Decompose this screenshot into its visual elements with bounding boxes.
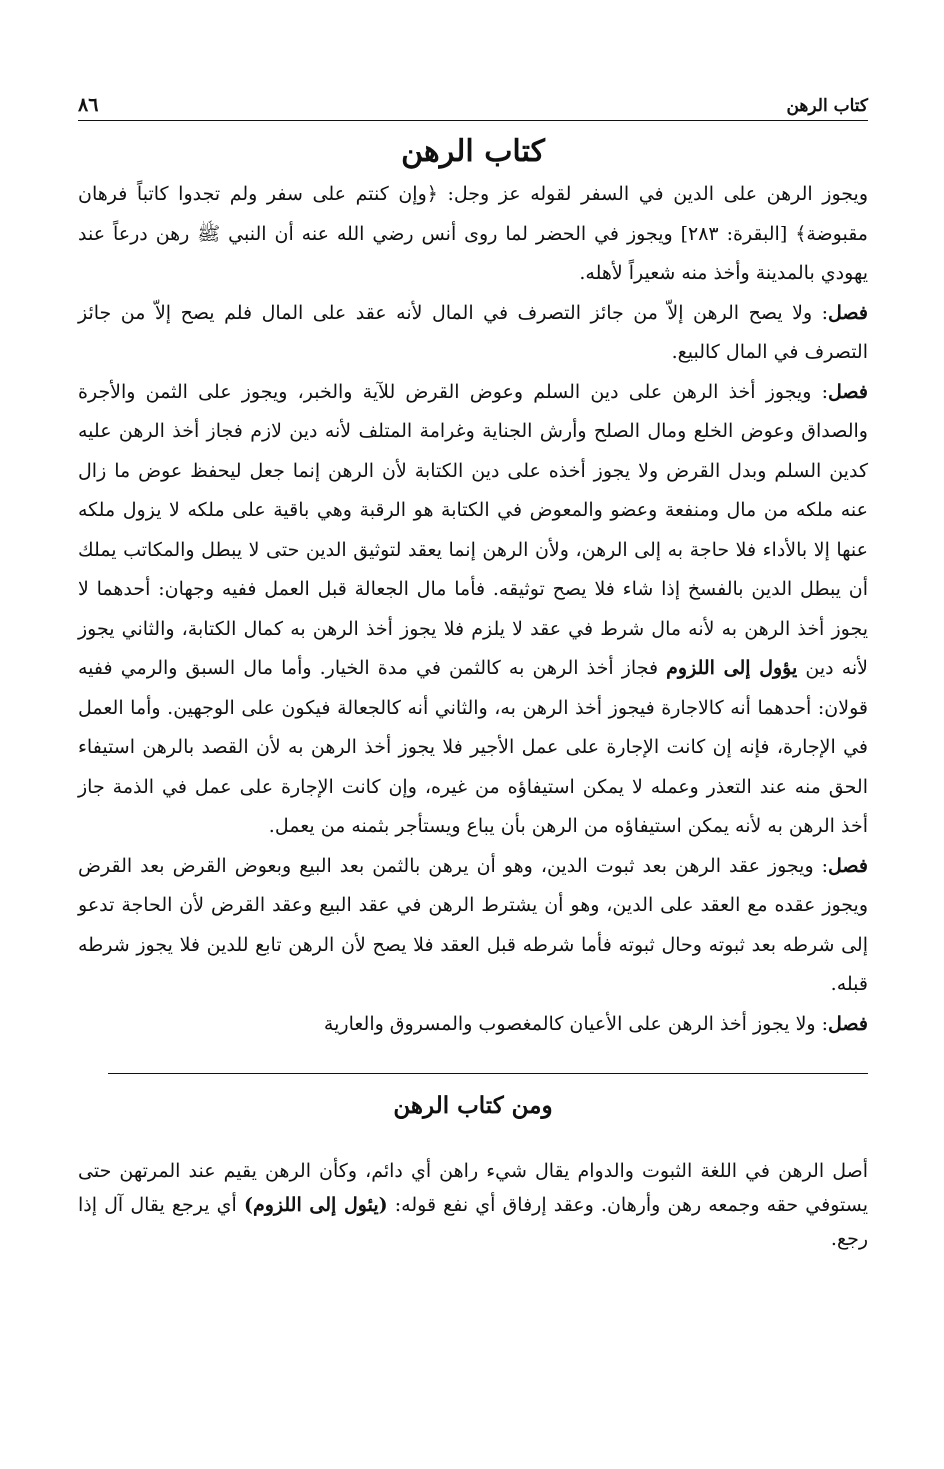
paragraph-2: فصل: ولا يصح الرهن إلاّ من جائز التصرف في المال لأنه عقد على المال فلم يصح إلاّ من جائز التصرف في المال كالبيع.: [78, 301, 868, 363]
book-page: [78, 82, 868, 1256]
section-label: فصل: [828, 380, 868, 403]
emphasized-phrase: (يئول إلى اللزوم): [243, 1194, 388, 1216]
header-rule: [78, 120, 868, 121]
running-title: كتاب الرهن: [786, 96, 868, 116]
commentary-paragraph: أصل الرهن في اللغة الثبوت والدوام يقال شيء راهن أي دائم، وكأن الرهن يقيم عند المرتهن حتى يستوفي حقه وجمعه رهن وأرهان. وعقد إرفاق أي نفع قوله: (يئول إلى اللزوم) أي يرجع يقال آل إذا رجع.: [78, 1160, 868, 1250]
paragraph-5: فصل: ولا يجوز أخذ الرهن على الأعيان كالمغصوب والمسروق والعارية: [323, 1012, 868, 1035]
paragraph-3: فصل: ويجوز أخذ الرهن على دين السلم وعوض القرض للآية والخبر، ويجوز على الثمن والأجرة والصداق وعوض الخلع ومال الصلح وأرش الجناية وغرامة المتلف لأنه دين لازم فجاز أخذ الرهن عليه كدين السلم وبدل القرض ولا يجوز أخذه على دين الكتابة لأن الرهن إنما جعل ليحفظ عوض ما زال عنه ملكه من مال ومنفعة وعضو والمعوض في الكتابة هو الرقبة وهي باقية على ملكه لا يزول ملكه عنها إلا بالأداء فلا حاجة به إلى الرهن، ولأن الرهن إنما يعقد لتوثيق الدين حتى لا يبطل والمكاتب يملك أن يبطل الدين بالفسخ إذا شاء فلا يصح توثيقه. فأما مال الجعالة قبل العمل ففيه وجهان: أحدهما لا يجوز أخذ الرهن به لأنه مال شرط في عقد لا يلزم فلا يجوز أخذ الرهن به كمال الكتابة، والثاني يجوز لأنه دين يؤول إلى اللزوم فجاز أخذ الرهن به كالثمن في مدة الخيار. وأما مال السبق والرمي ففيه قولان: أحدهما أنه كالاجارة فيجوز أخذ الرهن به، والثاني أنه كالجعالة فيكون على الوجهين. وأما العمل في الإجارة، فإنه إن كانت الإجارة على عمل الأجير فلا يجوز أخذ الرهن به لأن القصد بالرهن استيفاء الحق منه عند التعذر وعمله لا يمكن استيفاؤه من غيره، وإن كانت الإجارة على عمل في الذمة جاز أخذ الرهن به لأنه يمكن استيفاؤه من الرهن بأن يباع ويستأجر بثمنه من يعمل.: [78, 380, 869, 837]
section-label: فصل: [828, 854, 868, 877]
emphasized-phrase: يؤول إلى اللزوم: [666, 657, 798, 679]
page-number: ٨٦: [78, 94, 99, 116]
main-text: [78, 175, 868, 1044]
paragraph-1: ويجوز الرهن على الدين في السفر لقوله عز وجل: ﴿وإن كنتم على سفر ولم تجدوا كاتباً فرهان مقبوضة﴾ [البقرة: ٢٨٣] ويجوز في الحضر لما روى أنس رضي الله عنه أن النبي ﷺ رهن درعاً عند يهودي بالمدينة وأخذ منه شعيراً لأهله.: [78, 183, 868, 284]
commentary-title: ومن كتاب الرهن: [393, 1092, 553, 1119]
commentary-text: [78, 1154, 868, 1256]
paragraph-4: فصل: ويجوز عقد الرهن بعد ثبوت الدين، وهو أن يرهن بالثمن بعد البيع وبعوض القرض بعد القرض ويجوز عقده مع العقد على الدين، وهو أن يشترط الرهن في عقد البيع وعقد القرض لأن الحاجة تدعو إلى شرطه بعد ثبوته وحال ثبوته فأما شرطه قبل العقد فلا يصح لأن الرهن تابع للدين فلا يجوز شرطه قبله.: [78, 854, 868, 995]
page-header: [78, 82, 868, 116]
section-label: فصل: [828, 301, 868, 324]
section-label: فصل: [828, 1012, 868, 1035]
footnote-divider: [108, 1073, 868, 1074]
chapter-title: كتاب الرهن: [401, 134, 545, 169]
